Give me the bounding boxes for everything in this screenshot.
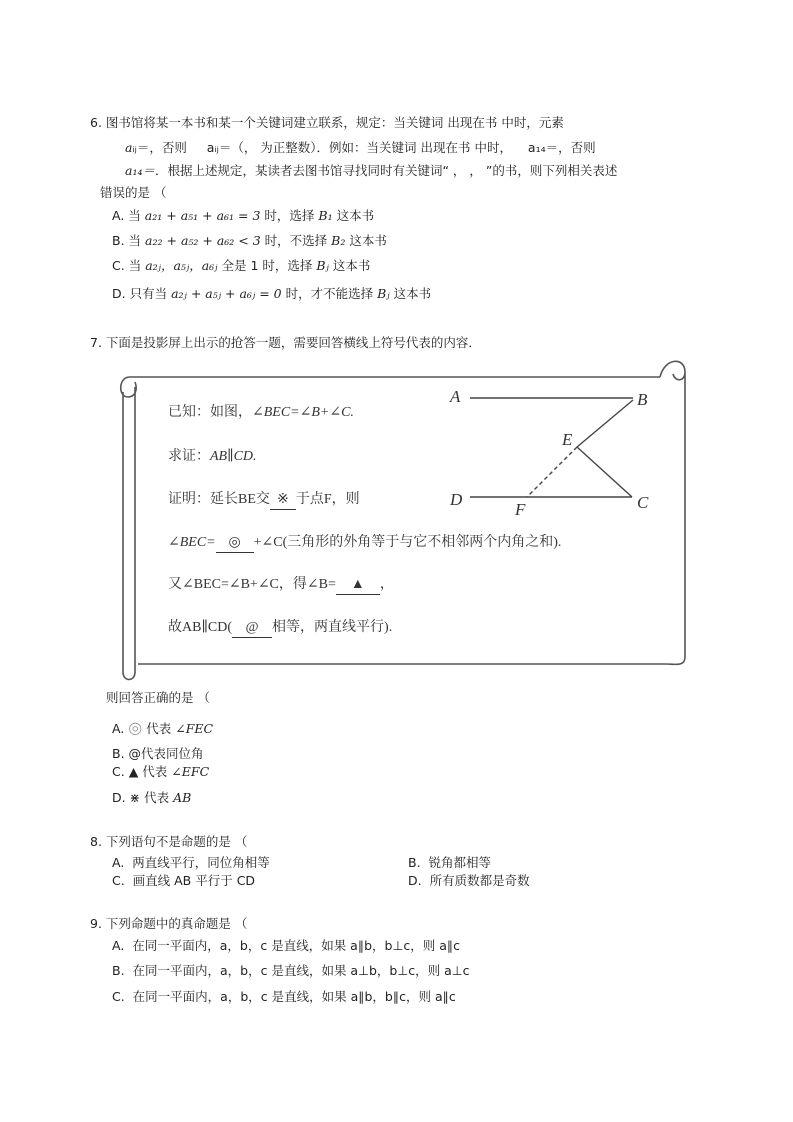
option-math: B₁ bbox=[318, 208, 333, 223]
proof-text: 证明：延长BE交 bbox=[168, 492, 270, 507]
option-text: 当 bbox=[128, 208, 141, 223]
blank-at: @ bbox=[232, 619, 272, 638]
option-label: D. bbox=[112, 790, 126, 805]
point-c: C bbox=[637, 493, 649, 512]
option-math: B₂ bbox=[331, 233, 346, 248]
option-math: Bⱼ bbox=[316, 258, 329, 273]
proof-text: 相等，两直线平行). bbox=[272, 620, 393, 635]
option-text: 所有质数都是奇数 bbox=[429, 873, 530, 888]
option-label: C. bbox=[112, 764, 125, 779]
option-text: 当 bbox=[128, 233, 142, 248]
option-label: D. bbox=[408, 873, 422, 888]
segment-ef-dashed bbox=[527, 447, 577, 497]
option-text: 在同一平面内，a，b，c 是直线，如果 a∥b，b⊥c，则 a∥c bbox=[132, 938, 460, 953]
proof-text: +∠C(三角形的外角等于与它不相邻两个内角之和). bbox=[253, 535, 562, 550]
geometry-diagram bbox=[470, 398, 633, 497]
proof-text: 于点F，则 bbox=[295, 492, 360, 507]
given-label: 已知：如图， bbox=[168, 405, 252, 420]
q6-line1: 6. 图书馆将某一本书和某一个关键词建立联系，规定：当关键词 出现在书 中时，元素 bbox=[90, 115, 564, 130]
scroll-figure bbox=[110, 352, 692, 682]
q7-stem: 7. 下面是投影屏上出示的抢答一题，需要回答横线上符号代表的内容． bbox=[90, 335, 481, 350]
option-math: a₂₁ + a₅₁ + a₆₁ = 3 bbox=[144, 208, 261, 223]
prove-line bbox=[168, 448, 257, 466]
q6-text: ᵢⱼ＝，否则 bbox=[132, 140, 187, 155]
point-a: A bbox=[450, 387, 461, 406]
q6-line4: 错误的是 （ bbox=[100, 185, 167, 200]
q8-option-a bbox=[112, 855, 270, 871]
proof-line-2 bbox=[168, 534, 561, 553]
option-label: A. bbox=[112, 938, 125, 953]
q9-stem: 9. 下列命题中的真命题是 （ bbox=[90, 916, 248, 931]
asterism-icon: ⋇ bbox=[129, 790, 141, 805]
option-text: 时，选择 bbox=[264, 208, 315, 223]
option-text: 锐角都相等 bbox=[428, 855, 492, 870]
option-text: 两直线平行，同位角相等 bbox=[132, 855, 270, 870]
option-label: C. bbox=[112, 989, 125, 1004]
q6-option-d bbox=[112, 286, 431, 302]
q7-option-b bbox=[112, 746, 204, 762]
option-text: 画直线 AB 平行于 CD bbox=[132, 873, 256, 888]
option-math: ∠EFC bbox=[171, 764, 210, 779]
q8-option-b bbox=[408, 855, 491, 871]
q6-math: a bbox=[125, 140, 133, 155]
option-text: 时，才不能选择 bbox=[285, 286, 374, 301]
prove-label: 求证： bbox=[168, 449, 210, 464]
option-label: A. bbox=[112, 855, 125, 870]
option-label: B. bbox=[112, 746, 125, 761]
q8-option-c bbox=[112, 873, 255, 889]
triangle-icon: ▲ bbox=[128, 764, 139, 779]
option-text: 代表 bbox=[146, 721, 172, 736]
at-symbol: @ bbox=[128, 746, 142, 761]
option-label: A. bbox=[112, 208, 125, 223]
proof-line-1 bbox=[168, 491, 360, 510]
q7-question: 则回答正确的是 （ bbox=[106, 690, 210, 705]
point-e: E bbox=[562, 430, 573, 449]
option-math: a₂₂ + a₅₂ + a₆₂ < 3 bbox=[145, 233, 261, 248]
option-text: 这本书 bbox=[332, 258, 371, 273]
segment-ec bbox=[577, 447, 632, 497]
q8-stem: 8. 下列语句不是命题的是 （ bbox=[90, 834, 248, 849]
proof-text: ∠BEC= bbox=[168, 535, 216, 550]
proof-text: 故AB∥CD( bbox=[168, 620, 233, 635]
q6-option-c bbox=[112, 258, 370, 274]
blank-asterism: ※ bbox=[270, 491, 296, 510]
option-label: B. bbox=[112, 963, 125, 978]
given-text: ∠BEC=∠B+∠C. bbox=[252, 405, 354, 420]
point-f: F bbox=[515, 500, 526, 519]
q6-text: aᵢⱼ＝（， 为正整数）．例如：当关键词 出现在书 中时， bbox=[206, 140, 513, 155]
option-math: a₂ⱼ + a₅ⱼ + a₆ⱼ = 0 bbox=[171, 286, 282, 301]
option-text: 时，不选择 bbox=[264, 233, 328, 248]
option-label: B. bbox=[112, 233, 125, 248]
option-label: A. bbox=[112, 721, 125, 736]
given-line bbox=[168, 404, 354, 422]
q7-option-c bbox=[112, 764, 209, 780]
prove-text: AB∥CD. bbox=[210, 449, 257, 464]
q6-line3 bbox=[125, 163, 617, 179]
option-label: B. bbox=[408, 855, 421, 870]
option-math: AB bbox=[173, 790, 192, 805]
option-text: 在同一平面内，a，b，c 是直线，如果 a⊥b，b⊥c，则 a⊥c bbox=[132, 963, 470, 978]
q9-option-a bbox=[112, 938, 460, 954]
q6-option-b bbox=[112, 233, 387, 249]
q6-text: a₁₄＝，否则 bbox=[527, 140, 596, 155]
point-d: D bbox=[450, 490, 463, 509]
q6-option-a bbox=[112, 208, 374, 224]
proof-text: ， bbox=[379, 577, 394, 592]
proof-line-3 bbox=[168, 576, 394, 595]
option-label: D. bbox=[112, 286, 126, 301]
option-label: C. bbox=[112, 873, 125, 888]
option-text: 代表 bbox=[144, 790, 170, 805]
proof-text: 又∠BEC=∠B+∠C，得∠B= bbox=[168, 577, 336, 592]
option-math: ∠FEC bbox=[175, 721, 214, 736]
double-circle-icon: ◎ bbox=[128, 718, 143, 737]
proof-line-4 bbox=[168, 619, 392, 638]
q9-option-b bbox=[112, 963, 470, 979]
option-text: 代表同位角 bbox=[141, 746, 204, 761]
option-text: 这本书 bbox=[393, 286, 432, 301]
blank-double-circle: ◎ bbox=[216, 534, 254, 553]
option-math: a₂ⱼ，a₅ⱼ，a₆ⱼ bbox=[145, 258, 218, 273]
q6-text: ．根据上述规定，某读者去图书馆寻找同时有关键词“ ， ， ”的书，则下列相关表述 bbox=[154, 163, 618, 178]
option-text: 这本书 bbox=[336, 208, 375, 223]
q6-math: a₁₄＝ bbox=[125, 163, 155, 178]
segment-be bbox=[577, 400, 633, 447]
option-text: 全是 1 时，选择 bbox=[221, 258, 313, 273]
q7-option-a bbox=[112, 720, 213, 737]
q7-option-d bbox=[112, 790, 191, 806]
q6-line2 bbox=[125, 140, 596, 156]
option-text: 代表 bbox=[142, 764, 168, 779]
point-b: B bbox=[637, 390, 648, 409]
option-text: 只有当 bbox=[129, 286, 168, 301]
q8-option-d bbox=[408, 873, 530, 889]
option-text: 这本书 bbox=[349, 233, 387, 248]
option-label: C. bbox=[112, 258, 125, 273]
option-math: Bⱼ bbox=[377, 286, 390, 301]
option-text: 在同一平面内，a，b，c 是直线，如果 a∥b，b∥c，则 a∥c bbox=[132, 989, 456, 1004]
blank-triangle: ▲ bbox=[336, 576, 380, 595]
option-text: 当 bbox=[128, 258, 142, 273]
q9-option-c bbox=[112, 989, 456, 1005]
